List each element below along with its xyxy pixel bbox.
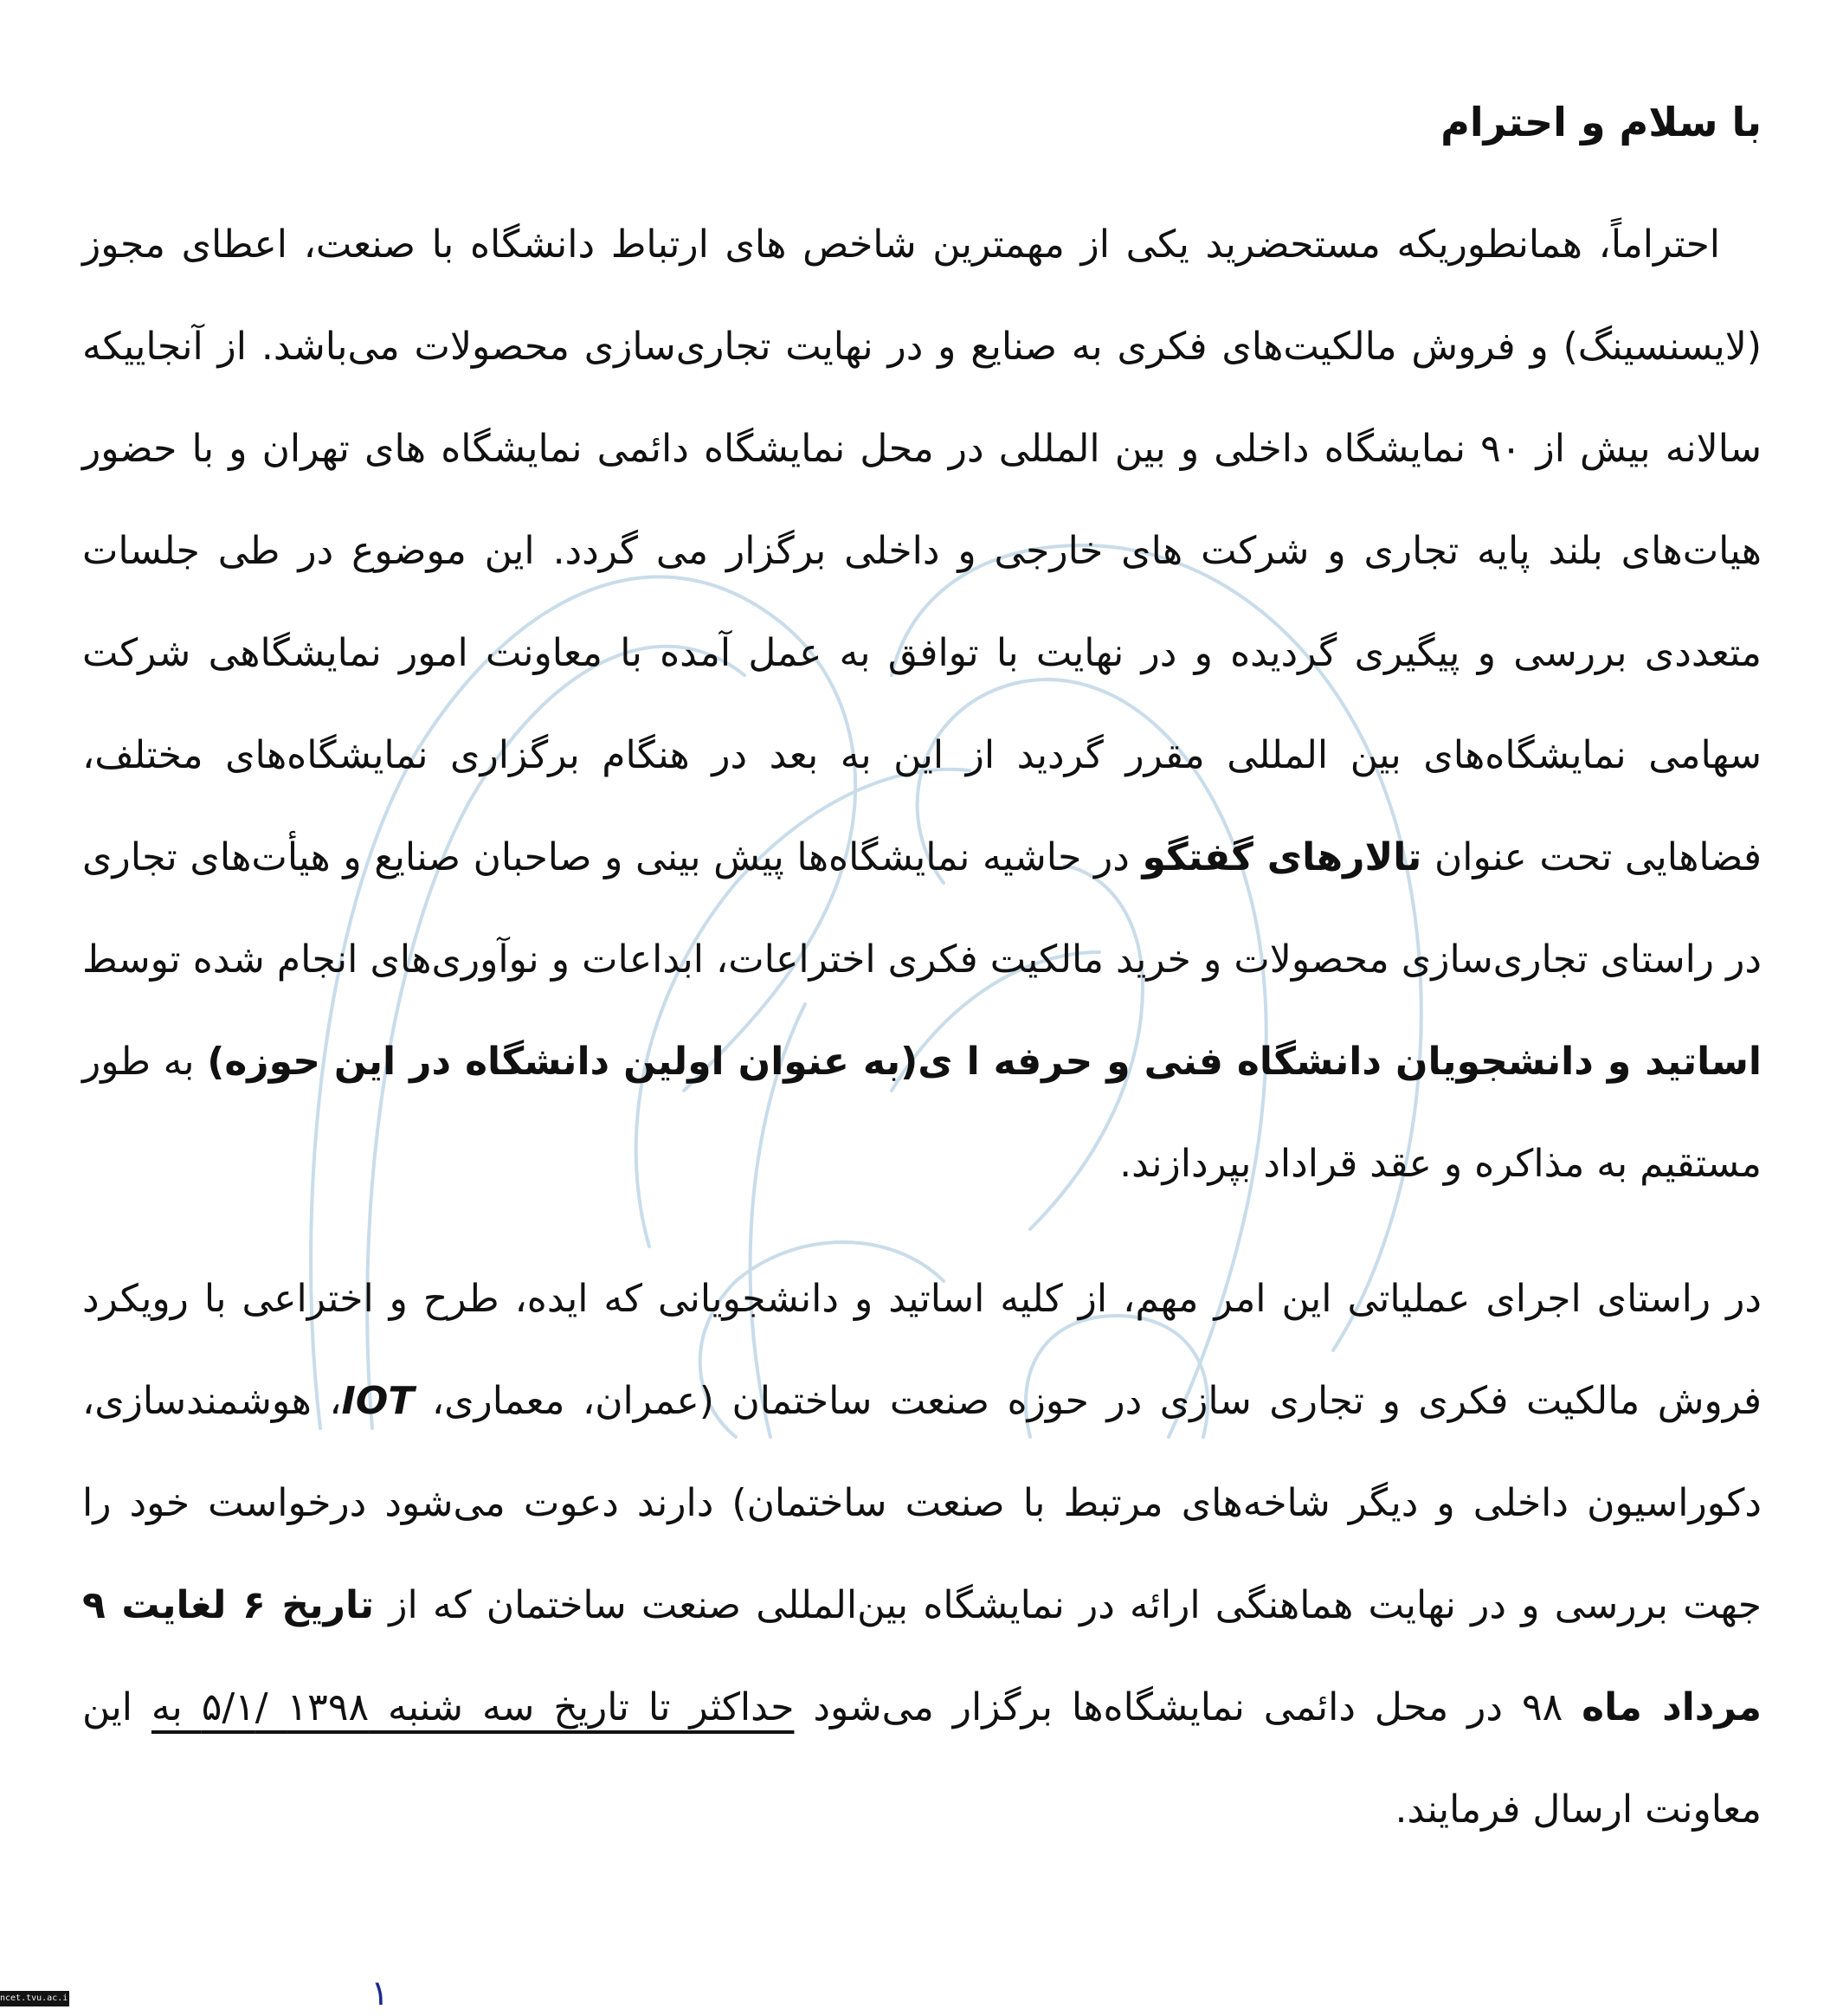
paragraph-intro-text-1: احتراماً، همانطوریکه مستحضرید یکی از مهمترین شاخص های ارتباط دانشگاه با صنعت، اعطای مجوز (لایسنسینگ) و فروش مالکیت‌های فکری به صنایع و در نهایت تجاری‌سازی محصولات می‌باشد. از آنجاییکه سالانه بیش از ۹۰ نمایشگاه داخلی و بین المللی در محل نمایشگاه دائمی نمایشگاه های تهران و با حضور هیات‌های بلند پایه تجاری و شرکت های خارجی و داخلی برگزار می گردد. این موضوع در طی جلسات متعددی بررسی و پیگیری گردیده و در نهایت با توافق به عمل آمده با معاونت امور نمایشگاهی شرکت سهامی نمایشگاه‌های بین المللی مقرر گردید از این به بعد در هنگام برگزاری نمایشگاه‌های مختلف، فضاهایی تحت عنوان (82, 222, 1762, 879)
bold-phrase-professors-students: اساتید و دانشجویان دانشگاه فنی و حرفه ا ی(به عنوان اولین دانشگاه در این حوزه) (207, 1040, 1762, 1084)
paragraph-invitation-text-3: ۹۸ در محل دائمی نمایشگاه‌ها برگزار می‌شود (794, 1685, 1582, 1729)
bold-phrase-dialogue-halls: تالارهای گفتگو (1142, 835, 1422, 879)
page-number: ۱ (371, 1974, 390, 2013)
paragraph-intro (82, 194, 1762, 1215)
bold-iot: IOT (341, 1379, 415, 1423)
letter-body (82, 83, 1762, 1861)
paragraph-invitation-text-1: در راستای اجرای عملیاتی این امر مهم، از کلیه اساتید و دانشجویانی که ایده، طرح و اختراعی با رویکرد فروش مالکیت فکری و تجاری سازی در حوزه صنعت ساختمان (عمران، معماری، (82, 1277, 1762, 1423)
source-tag: ncet.tvu.ac.ir (0, 1991, 69, 2006)
paragraph-invitation-text-2: ، هوشمندسازی، دکوراسیون داخلی و دیگر شاخه‌های مرتبط با صنعت ساختمان) دارند دعوت می‌شود درخواست خود را جهت بررسی و در نهایت هماهنگی ارائه در نمایشگاه بین‌المللی صنعت ساختمان که از (82, 1379, 1762, 1627)
paragraph-intro-text-2: در حاشیه نمایشگاه‌ها پیش بینی و صاحبان صنایع و هیأت‌های تجاری در راستای تجاری‌سازی محصولات و خرید مالکیت فکری اختراعات، ابداعات و نوآوری‌های انجام شده توسط (82, 835, 1762, 982)
paragraph-intro-text-3: به طور مستقیم به مذاکره و عقد قراداد بپردازند. (82, 1040, 1762, 1186)
paragraph-invitation (82, 1248, 1762, 1861)
underlined-deadline: حداکثر تا تاریخ سه شنبه ۱۳۹۸ /۵/۱ به (151, 1685, 795, 1729)
salutation: با سلام و احترام (1440, 99, 1762, 145)
bold-phrase-exhibition-dates: تاریخ ۶ لغایت ۹ مرداد ماه (82, 1583, 1762, 1729)
paragraph-invitation-text-4: این معاونت ارسال فرمایند. (82, 1685, 1762, 1832)
